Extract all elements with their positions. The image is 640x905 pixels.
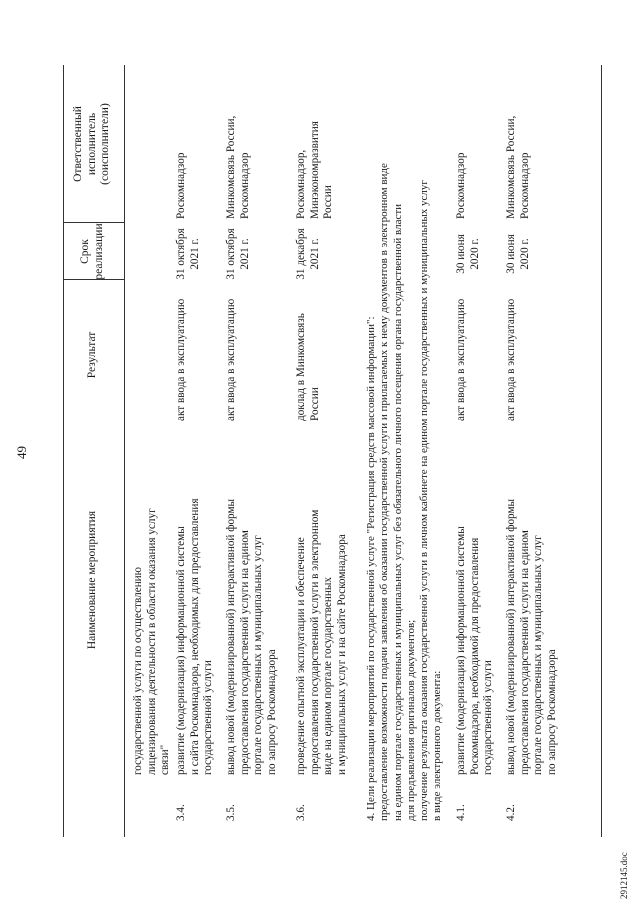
- row-deadline: [225, 223, 252, 285]
- section-4-text: [365, 163, 445, 821]
- continuation-text: [132, 508, 173, 775]
- row-executor: [295, 121, 336, 219]
- text-line: на едином портале государственных и муниципальных услуг без обязательного личного посещения органа государственной власти: [391, 203, 404, 821]
- header-result: Результат: [86, 331, 98, 379]
- row-deadline: [505, 223, 532, 285]
- row-number: 3.4.: [175, 804, 187, 821]
- text-line: предоставления государственной услуги на едином: [518, 530, 531, 775]
- text-line: предоставление возможности подачи заявления об оказании государственной услуги и прилагаемых к нему документов в электронном виде: [378, 163, 391, 821]
- row-number: 4.2.: [505, 804, 517, 821]
- row-number: 3.6.: [295, 804, 307, 821]
- row-result: [295, 313, 322, 421]
- text-line: 4. Цели реализации мероприятий по государственной услуге "Регистрация средств массовой информации":: [365, 316, 377, 821]
- table-bottom-rule: [601, 65, 602, 837]
- text-line: для предъявления оригиналов документов;: [404, 619, 417, 821]
- text-line: в виде электронного документа:: [431, 670, 444, 821]
- row-deadline: [295, 223, 322, 285]
- text-line: и муниципальных услуг и на сайте Роскомнадзора: [335, 534, 348, 775]
- text-line: лицензирования деятельности в области оказания услуг: [145, 508, 158, 775]
- row-name: [295, 510, 349, 775]
- text-line: предоставления государственной услуги в электронном: [308, 509, 321, 775]
- row-result: акт ввода в эксплуатацию: [225, 298, 237, 421]
- text-line: государственной услуги по осуществлению: [132, 566, 144, 775]
- text-line: государственной услуги: [482, 660, 495, 775]
- table-header-rule: [124, 65, 125, 837]
- row-deadline: [455, 223, 482, 285]
- text-line: связи": [159, 744, 172, 775]
- text-line: Минкомсвязь России,: [505, 115, 517, 219]
- row-number: 4.1.: [455, 804, 467, 821]
- row-executor: Роскомнадзор: [175, 152, 187, 219]
- text-line: 31 декабря: [295, 228, 307, 280]
- header-executor-line: Ответственный: [72, 106, 84, 182]
- row-executor: Роскомнадзор: [455, 152, 467, 219]
- header-deadline-line: реализации: [92, 223, 105, 280]
- text-line: вывод новой (модернизированной) интерактивной формы: [505, 498, 517, 775]
- text-line: 2020 г.: [518, 238, 531, 270]
- text-line: портале государственных и муниципальных услуг: [252, 535, 265, 775]
- page-number: 49: [14, 446, 29, 459]
- header-executor-line: (соисполнители): [99, 103, 111, 185]
- text-line: 31 октября: [225, 228, 237, 280]
- row-result: акт ввода в эксплуатацию: [175, 298, 187, 421]
- footer-file-id: 2912145.doc: [619, 852, 629, 899]
- text-line: 2021 г.: [308, 238, 321, 270]
- text-line: 2021 г.: [238, 238, 251, 270]
- text-line: 31 октября: [175, 228, 187, 280]
- row-name: [225, 499, 279, 775]
- text-line: 30 июня: [455, 234, 467, 274]
- text-line: получение результата оказания государственной услуги в личном кабинете на едином портале государственных и муниципальных услуг: [418, 180, 431, 821]
- text-line: государственной услуги: [202, 660, 215, 775]
- row-name: [505, 499, 559, 775]
- text-line: проведение опытной эксплуатации и обеспечение: [295, 537, 307, 775]
- row-result: акт ввода в эксплуатацию: [505, 298, 517, 421]
- row-deadline: [175, 223, 202, 285]
- text-line: России: [322, 185, 335, 219]
- text-line: 2021 г.: [188, 238, 201, 270]
- text-line: предоставления государственной услуги на едином: [238, 530, 251, 775]
- text-line: Минэкономразвития: [308, 121, 321, 219]
- text-line: и сайта Роскомнадзора, необходимых для предоставления: [188, 498, 201, 775]
- text-line: виде на едином портале государственных: [322, 577, 335, 775]
- text-line: России: [308, 387, 321, 421]
- text-line: 2020 г.: [468, 238, 481, 270]
- row-executor: [225, 116, 252, 219]
- row-name: [455, 526, 496, 775]
- row-number: 3.5.: [225, 804, 237, 821]
- text-line: Роскомнадзор: [238, 152, 251, 219]
- header-deadline-line: Срок: [79, 239, 91, 264]
- text-line: 30 июня: [505, 234, 517, 274]
- table-top-rule: [63, 65, 64, 837]
- header-executor-line: исполнитель: [85, 112, 98, 176]
- text-line: Роскомнадзора, необходимой для предоставления: [468, 537, 481, 775]
- text-line: доклад в Минкомсвязь: [295, 313, 307, 421]
- text-line: Роскомнадзор,: [295, 149, 307, 219]
- text-line: по запросу Роскомнадзора: [265, 649, 278, 775]
- text-line: Роскомнадзор: [518, 152, 531, 219]
- row-result: акт ввода в эксплуатацию: [455, 298, 467, 421]
- text-line: Минкомсвязь России,: [225, 115, 237, 219]
- header-executor: [72, 65, 113, 223]
- row-executor: [505, 116, 532, 219]
- text-line: вывод новой (модернизированной) интерактивной формы: [225, 498, 237, 775]
- header-name: Наименование мероприятия: [86, 510, 98, 650]
- text-line: развитие (модернизация) информационной системы: [455, 526, 467, 775]
- header-deadline: [79, 223, 106, 280]
- row-name: [175, 499, 216, 775]
- text-line: развитие (модернизация) информационной системы: [175, 526, 187, 775]
- text-line: портале государственных и муниципальных услуг: [532, 535, 545, 775]
- text-line: по запросу Роскомнадзора: [545, 649, 558, 775]
